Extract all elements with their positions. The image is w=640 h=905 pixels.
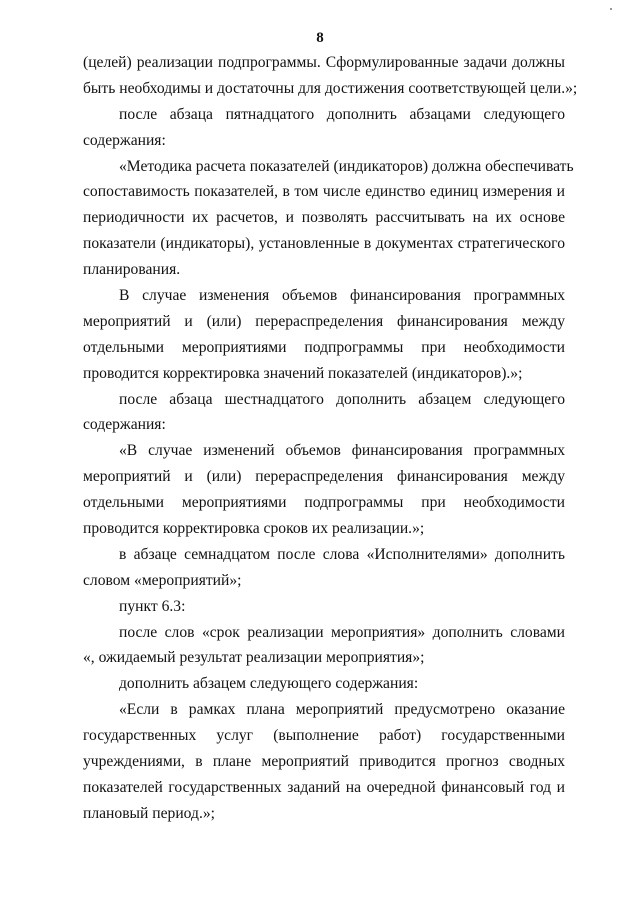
text-line: периодичности их расчетов, и позволять рассчитывать на их основе: [83, 209, 565, 227]
scan-mark: [610, 8, 612, 10]
paragraph: [83, 438, 565, 542]
text-line: мероприятий и (или) перераспределения финансирования между: [83, 468, 565, 486]
text-line: отдельными мероприятиями подпрограммы при необходимости: [83, 338, 565, 356]
text-line: после абзаца шестнадцатого дополнить абзацем следующего: [119, 390, 565, 408]
text-line: содержания:: [83, 416, 166, 434]
paragraph: [83, 620, 565, 672]
paragraph: [83, 102, 565, 154]
paragraph: [83, 671, 565, 697]
text-line: дополнить абзацем следующего содержания:: [119, 675, 419, 693]
paragraph: [83, 154, 574, 283]
text-line: В случае изменения объемов финансирования программных: [119, 287, 565, 305]
text-line: проводится корректировка значений показателей (индикаторов).»;: [83, 364, 523, 382]
text-line: проводится корректировка сроков их реализации.»;: [83, 520, 425, 538]
text-line: сопоставимость показателей, в том числе единство единиц измерения и: [83, 183, 565, 201]
text-line: пункт 6.3:: [119, 597, 186, 615]
paragraph: [83, 283, 565, 387]
text-line: в абзаце семнадцатом после слова «Исполнителями» дополнить: [119, 545, 565, 563]
paragraph: [83, 387, 565, 439]
text-line: «, ожидаемый результат реализации мероприятия»;: [83, 649, 425, 667]
text-line: «В случае изменений объемов финансирования программных: [119, 442, 565, 460]
paragraph: [83, 697, 565, 826]
text-line: планирования.: [83, 261, 181, 279]
text-line: показатели (индикаторы), установленные в документах стратегического: [83, 235, 565, 253]
paragraph: [83, 542, 565, 594]
text-line: словом «мероприятий»;: [83, 571, 242, 589]
text-line: государственных услуг (выполнение работ) государственными: [83, 727, 565, 745]
text-line: (целей) реализации подпрограммы. Сформулированные задачи должны: [83, 54, 565, 71]
text-line: после слов «срок реализации мероприятия» дополнить словами: [119, 623, 565, 641]
text-line: плановый период.»;: [83, 804, 215, 822]
text-line: «Методика расчета показателей (индикаторов) должна обеспечивать: [119, 157, 574, 175]
text-line: мероприятий и (или) перераспределения финансирования между: [83, 312, 565, 330]
page-number: 8: [316, 30, 324, 46]
text-line: показателей государственных заданий на очередной финансовый год и: [83, 778, 565, 796]
text-line: отдельными мероприятиями подпрограммы при необходимости: [83, 494, 565, 512]
document-body: [83, 50, 578, 827]
paragraph: [83, 594, 565, 620]
text-line: содержания:: [83, 131, 166, 149]
paragraph: [83, 50, 578, 102]
text-line: учреждениями, в плане мероприятий приводится прогноз сводных: [83, 753, 565, 771]
text-line: после абзаца пятнадцатого дополнить абзацами следующего: [119, 105, 565, 123]
text-line: быть необходимы и достаточны для достижения соответствующей цели.»;: [83, 79, 578, 97]
text-line: «Если в рамках плана мероприятий предусмотрено оказание: [119, 701, 565, 719]
